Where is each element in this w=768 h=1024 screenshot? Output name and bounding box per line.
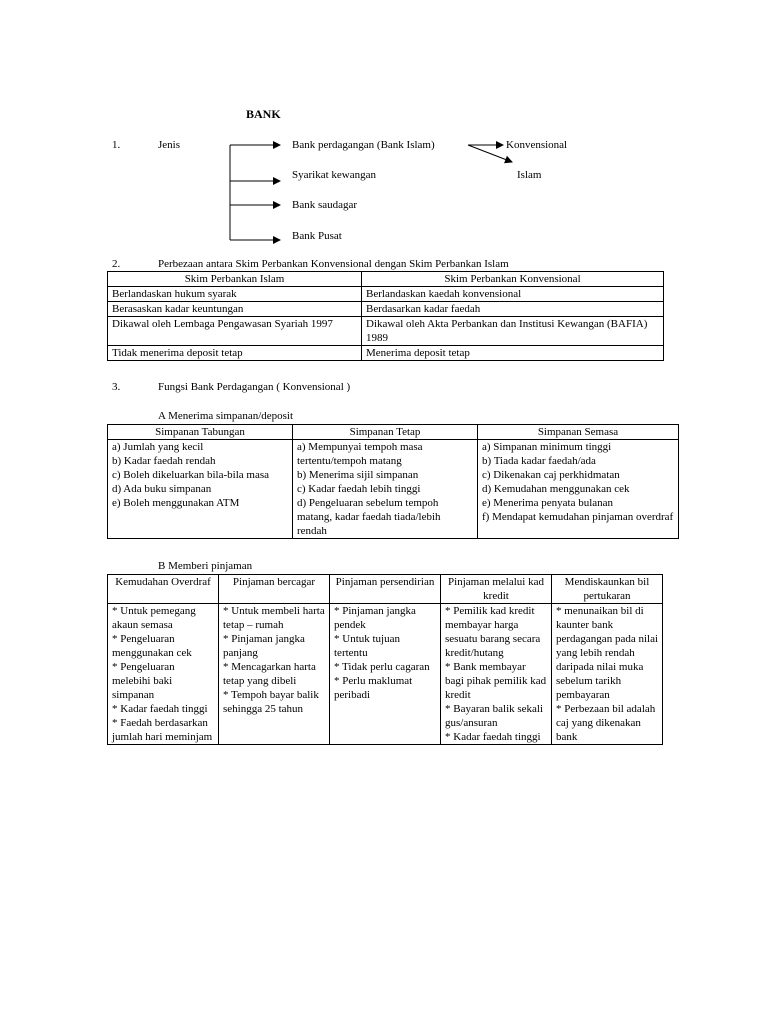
table-row <box>108 440 679 539</box>
list-item: c) Kadar faedah lebih tinggi <box>297 483 421 495</box>
deposit-table <box>107 424 679 539</box>
table-header: Simpanan Semasa <box>478 425 679 440</box>
list-item: d) Pengeluaran sebelum tempoh matang, kadar faedah tiada/lebih rendah <box>297 497 441 537</box>
table-row <box>108 302 664 317</box>
list-item: * Untuk tujuan tertentu <box>334 633 400 659</box>
list-item: f) Mendapat kemudahan pinjaman overdraf <box>482 511 674 523</box>
list-item: e) Menerima penyata bulanan <box>482 497 614 509</box>
list-item: * Bayaran balik sekali gus/ansuran <box>445 703 544 729</box>
list-item: b) Tiada kadar faedah/ada <box>482 455 596 467</box>
list-item: c) Dikenakan caj perkhidmatan <box>482 469 620 481</box>
table-header: Pinjaman persendirian <box>330 575 441 604</box>
bank-subtype-item: Konvensional <box>506 139 568 151</box>
table-cell: Berdasarkan kadar faedah <box>362 302 664 317</box>
section-1-number: 1. <box>112 139 121 151</box>
list-item: * Pengeluaran menggunakan cek <box>112 633 192 659</box>
table-row <box>108 346 664 361</box>
list-item: a) Mempunyai tempoh masa tertentu/tempoh matang <box>297 441 423 467</box>
list-item: * Mencagarkan harta tetap yang dibeli <box>223 661 316 687</box>
list-item: e) Boleh menggunakan ATM <box>112 497 240 509</box>
list-item: d) Ada buku simpanan <box>112 483 212 495</box>
table-cell: Dikawal oleh Akta Perbankan dan Institusi Kewangan (BAFIA) 1989 <box>362 317 664 346</box>
table-cell: Berlandaskan hukum syarak <box>108 287 362 302</box>
section-2-number: 2. <box>112 258 121 270</box>
comparison-table <box>107 271 664 361</box>
table-header: Pinjaman bercagar <box>219 575 330 604</box>
list-item: a) Jumlah yang kecil <box>112 441 204 453</box>
table-cell <box>108 604 219 745</box>
table-header: Pinjaman melalui kad kredit <box>441 575 552 604</box>
table-cell: Berasaskan kadar keuntungan <box>108 302 362 317</box>
table-cell <box>330 604 441 745</box>
list-item: d) Kemudahan menggunakan cek <box>482 483 630 495</box>
list-item: * Faedah berdasarkan jumlah hari meminjam <box>112 717 213 743</box>
table-row <box>108 317 664 346</box>
bank-types-diagram <box>0 0 768 300</box>
list-item: * Untuk membeli harta tetap – rumah <box>223 605 325 631</box>
list-item: * Perbezaan bil adalah caj yang dikenakan bank <box>556 703 656 743</box>
list-item: * menunaikan bil di kaunter bank perdagangan pada nilai yang lebih rendah daripada nilai muka sebelum tarikh pembayaran <box>556 605 659 701</box>
list-item: * Kadar faedah tinggi <box>445 731 541 743</box>
list-item: * Perlu maklumat peribadi <box>334 675 413 701</box>
table-cell <box>552 604 663 745</box>
list-item: * Untuk pemegang akaun semasa <box>112 605 196 631</box>
bank-type-item: Bank Pusat <box>292 230 342 242</box>
list-item: * Pengeluaran melebihi baki simpanan <box>112 661 175 701</box>
loan-table <box>107 574 663 745</box>
list-item: b) Kadar faedah rendah <box>112 455 216 467</box>
list-item: * Tidak perlu cagaran <box>334 661 430 673</box>
list-item: * Bank membayar bagi pihak pemilik kad kredit <box>445 661 547 701</box>
section-3-number: 3. <box>112 381 121 393</box>
list-item: c) Boleh dikeluarkan bila-bila masa <box>112 469 269 481</box>
table-cell: Tidak menerima deposit tetap <box>108 346 362 361</box>
list-item: * Pinjaman jangka pendek <box>334 605 416 631</box>
table-cell: Menerima deposit tetap <box>362 346 664 361</box>
table-cell <box>108 440 293 539</box>
table-header: Skim Perbankan Islam <box>108 272 362 287</box>
table-cell <box>219 604 330 745</box>
table-cell <box>478 440 679 539</box>
table-cell: Dikawal oleh Lembaga Pengawasan Syariah 1997 <box>108 317 362 346</box>
bank-subtype-item: Islam <box>517 169 542 181</box>
table-header: Skim Perbankan Konvensional <box>362 272 664 287</box>
section-1-label: Jenis <box>158 139 180 151</box>
list-item: * Pinjaman jangka panjang <box>223 633 305 659</box>
section-3-heading: Fungsi Bank Perdagangan ( Konvensional ) <box>158 381 351 393</box>
list-item: * Pemilik kad kredit membayar harga sesuatu barang secara kredit/hutang <box>445 605 541 659</box>
table-cell <box>293 440 478 539</box>
table-row <box>108 287 664 302</box>
part-b-label: B Memberi pinjaman <box>158 560 253 572</box>
list-item: b) Menerima sijil simpanan <box>297 469 419 481</box>
table-header: Simpanan Tetap <box>293 425 478 440</box>
page-title: BANK <box>246 107 281 121</box>
section-2-heading: Perbezaan antara Skim Perbankan Konvensional dengan Skim Perbankan Islam <box>158 258 509 270</box>
list-item: * Tempoh bayar balik sehingga 25 tahun <box>223 689 319 715</box>
part-a-label: A Menerima simpanan/deposit <box>158 410 294 422</box>
bank-type-item: Bank saudagar <box>292 199 358 211</box>
arrow-icon <box>468 145 512 162</box>
table-header: Simpanan Tabungan <box>108 425 293 440</box>
list-item: * Kadar faedah tinggi <box>112 703 208 715</box>
table-cell: Berlandaskan kaedah konvensional <box>362 287 664 302</box>
table-row <box>108 604 663 745</box>
table-header: Kemudahan Overdraf <box>108 575 219 604</box>
table-header: Mendiskaunkan bil pertukaran <box>552 575 663 604</box>
bank-type-item: Syarikat kewangan <box>292 169 376 181</box>
list-item: a) Simpanan minimum tinggi <box>482 441 612 453</box>
bank-type-item: Bank perdagangan (Bank Islam) <box>292 139 435 151</box>
table-cell <box>441 604 552 745</box>
